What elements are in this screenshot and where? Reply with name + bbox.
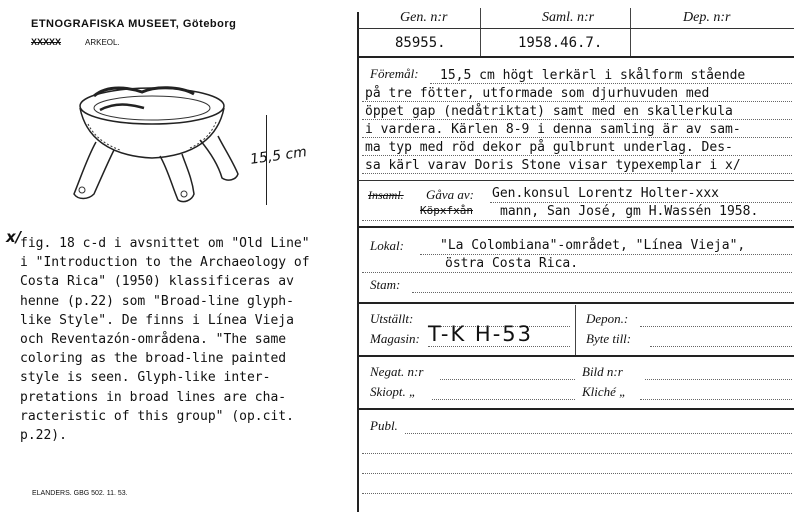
depon-label: Depon.: bbox=[586, 311, 629, 326]
museum-title: ETNOGRAFISKA MUSEET, Göteborg bbox=[31, 18, 237, 30]
header-bottom-rule bbox=[358, 56, 794, 58]
foremal-line: ma typ med röd dekor på gulbrunt underlag. Des- bbox=[365, 140, 733, 155]
note-line: och Reventazón-områdena. "The same bbox=[20, 332, 287, 348]
note-line: fig. 18 c-d i avsnittet om "Old Line" bbox=[20, 236, 310, 251]
note-line: coloring as the broad-line painted bbox=[20, 351, 287, 367]
kliche-label: Kliché „ bbox=[582, 384, 627, 399]
gava-line-1: Gen.konsul Lorentz Holter-xxx bbox=[492, 186, 719, 201]
note-line: Costa Rica" (1950) klassificeras av bbox=[20, 274, 294, 290]
stam-label: Stam: bbox=[370, 277, 401, 292]
lokal-label: Lokal: bbox=[370, 238, 404, 253]
lokal-line-2: östra Costa Rica. bbox=[445, 256, 579, 271]
printer-footer: ELANDERS. GBG 502. 11. 53. bbox=[32, 490, 128, 497]
foremal-bottom-rule bbox=[358, 180, 794, 181]
foremal-line: öppet gap (nedåtriktat) samt med en skallerkula bbox=[365, 104, 733, 119]
negat-nr-label: Negat. n:r bbox=[370, 364, 424, 379]
note-line: pretations in broad lines are cha- bbox=[20, 389, 287, 405]
magasin-label: Magasin: bbox=[370, 331, 420, 346]
saml-nr-label: Saml. n:r bbox=[542, 10, 595, 25]
department-struck: XXXXX bbox=[31, 37, 62, 47]
lokal-line-1: "La Colombiana"-området, "Línea Vieja", bbox=[440, 238, 746, 253]
card-col-divider-2 bbox=[630, 8, 631, 58]
foremal-line: på tre fötter, utformade som djurhuvuden med bbox=[365, 86, 710, 101]
skiopt-label: Skiopt. „ bbox=[370, 384, 417, 399]
magasin-bottom-rule bbox=[358, 355, 794, 357]
header-rule bbox=[358, 28, 794, 29]
department: ARKEOL. bbox=[85, 38, 120, 47]
card-col-divider-1 bbox=[480, 8, 481, 58]
publ-label: Publ. bbox=[370, 418, 398, 433]
note-line: i "Introduction to the Archaeology of bbox=[20, 255, 310, 271]
gava-bottom-rule bbox=[358, 226, 794, 228]
height-note: 15,5 cm bbox=[249, 144, 308, 168]
note-line: p.22). bbox=[20, 428, 67, 444]
gava-line-2: mann, San José, gm H.Wassén 1958. bbox=[500, 204, 759, 219]
card-left-border bbox=[357, 12, 359, 512]
gava-line-2-struck: Köpxfxån bbox=[420, 204, 473, 217]
note-mark: x/ bbox=[6, 228, 22, 246]
bild-nr-label: Bild n:r bbox=[582, 364, 623, 379]
foremal-line: 15,5 cm högt lerkärl i skålform stående bbox=[440, 68, 746, 83]
utstallt-label: Utställt: bbox=[370, 311, 414, 326]
note-line: racteristic of this group" (op.cit. bbox=[20, 408, 294, 424]
gen-nr-value: 85955. bbox=[395, 35, 446, 51]
foremal-label: Föremål: bbox=[370, 66, 419, 81]
card-mid-divider bbox=[575, 305, 576, 355]
saml-nr-value: 1958.46.7. bbox=[518, 35, 603, 51]
left-note bbox=[20, 234, 310, 445]
foremal-line: sa kärl varav Doris Stone visar typexemplar i x/ bbox=[365, 158, 741, 173]
vessel-drawing bbox=[60, 78, 260, 208]
note-line: like Style". De finns i Línea Vieja bbox=[20, 312, 294, 328]
foremal-line: i vardera. Kärlen 8-9 i denna samling är av sam- bbox=[365, 122, 741, 137]
lokal-bottom-rule bbox=[358, 302, 794, 304]
insamlat-struck: Insaml. bbox=[368, 188, 404, 202]
byte-till-label: Byte till: bbox=[586, 331, 632, 346]
note-line: style is seen. Glyph-like inter- bbox=[20, 370, 271, 386]
gen-nr-label: Gen. n:r bbox=[400, 10, 448, 25]
negat-bottom-rule bbox=[358, 408, 794, 410]
dep-nr-label: Dep. n:r bbox=[683, 10, 731, 25]
magasin-value: T-K H-53 bbox=[428, 322, 534, 346]
note-line: henne (p.22) som "Broad-line glyph- bbox=[20, 293, 294, 309]
gava-label: Gåva av: bbox=[426, 187, 475, 202]
